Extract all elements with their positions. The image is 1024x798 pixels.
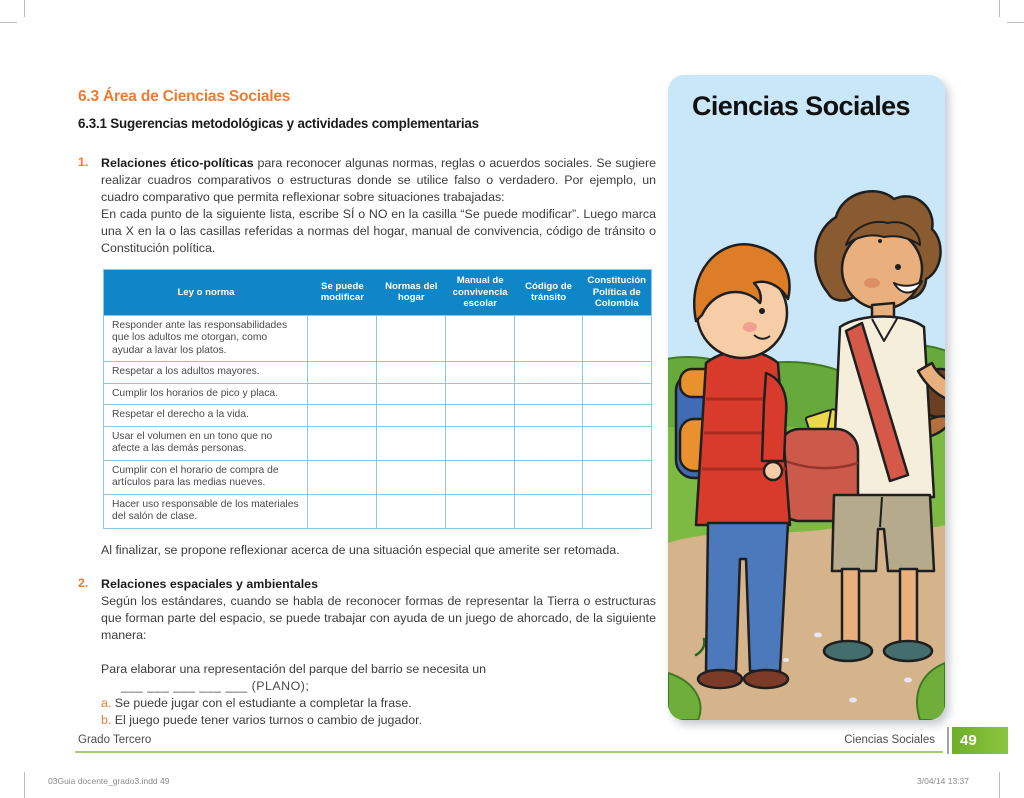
empty-cell — [446, 315, 515, 362]
col-header-codigo-transito: Código de tránsito — [515, 270, 583, 316]
empty-cell — [308, 405, 377, 427]
comparison-table — [103, 269, 652, 529]
shoe — [884, 641, 932, 661]
shoe — [744, 670, 788, 688]
print-datetime: 3/04/14 13:37 — [917, 776, 969, 786]
list-number-1: 1. — [78, 155, 89, 169]
eye — [895, 264, 901, 270]
empty-cell — [377, 494, 446, 528]
empty-cell — [515, 460, 583, 494]
item1-paragraph-2: En cada punto de la siguiente lista, escribe SÍ o NO en la casilla “Se puede modificar”. Luego marca una X en la o las casillas referidas a normas del hogar, manual de convivencia, código de tránsito o Constitución política. — [101, 207, 656, 255]
option-a-text: Se puede jugar con el estudiante a completar la frase. — [114, 695, 412, 710]
empty-cell — [446, 405, 515, 427]
empty-cell — [582, 494, 651, 528]
closing-note: Al finalizar, se propone reflexionar acerca de una situación especial que amerite ser retomada. — [101, 542, 620, 557]
col-header-se-puede-modificar: Se puede modificar — [308, 270, 377, 316]
table-row — [104, 383, 652, 405]
footer-divider — [947, 727, 949, 754]
crop-mark-bottom-left-v — [24, 772, 25, 798]
empty-cell — [308, 460, 377, 494]
table-header-row — [104, 270, 652, 316]
table-row — [104, 362, 652, 384]
empty-cell — [308, 315, 377, 362]
empty-cell — [377, 383, 446, 405]
item1-title: Relaciones ético-políticas — [101, 156, 254, 170]
option-b-text: El juego puede tener varios turnos o cambio de jugador. — [114, 712, 423, 727]
subject-sidebar-card — [668, 75, 945, 720]
table-row — [104, 426, 652, 460]
list-number-2: 2. — [78, 575, 89, 590]
item2-title: Relaciones espaciales y ambientales — [101, 576, 318, 591]
shoe — [824, 641, 872, 661]
empty-cell — [515, 405, 583, 427]
col-header-constitucion: Constitución Política de Colombia — [582, 270, 651, 316]
hand — [764, 462, 782, 480]
row-label: Cumplir con el horario de compra de artículos para las medias nueves. — [104, 460, 308, 494]
table-row — [104, 494, 652, 528]
col-header-manual-convivencia: Manual de convivencia escolar — [446, 270, 515, 316]
empty-cell — [446, 426, 515, 460]
empty-cell — [515, 494, 583, 528]
empty-cell — [582, 362, 651, 384]
item2-body: Según los estándares, cuando se habla de reconocer formas de representar la Tierra o estructuras que forman parte del espacio, se puede trabajar con ayuda de un juego de ahorcado, de la siguiente manera: — [101, 593, 656, 642]
list-item-1 — [78, 155, 656, 559]
crop-mark-bottom-right-v — [999, 772, 1000, 798]
table-row — [104, 405, 652, 427]
sleeve — [762, 373, 786, 461]
empty-cell — [308, 426, 377, 460]
sidebar-title: Ciencias Sociales — [692, 91, 910, 121]
empty-cell — [582, 460, 651, 494]
empty-cell — [582, 315, 651, 362]
empty-cell — [377, 426, 446, 460]
empty-cell — [377, 315, 446, 362]
leg — [900, 569, 917, 645]
row-label: Usar el volumen en un tono que no afecte a las demás personas. — [104, 426, 308, 460]
empty-cell — [446, 383, 515, 405]
empty-cell — [515, 315, 583, 362]
empty-cell — [446, 494, 515, 528]
empty-cell — [515, 383, 583, 405]
empty-cell — [582, 426, 651, 460]
print-file-info: 03Guia docente_grado3.indd 49 — [48, 776, 170, 786]
footer-rule — [75, 751, 943, 753]
option-b — [101, 712, 656, 729]
empty-cell — [377, 405, 446, 427]
subsection-title: 6.3.1 Sugerencias metodológicas y actividades complementarias — [78, 116, 479, 131]
main-content — [78, 88, 656, 729]
empty-cell — [308, 362, 377, 384]
footer-subject-label: Ciencias Sociales — [844, 734, 935, 746]
crop-mark-top-left-h — [0, 22, 17, 23]
empty-cell — [582, 405, 651, 427]
row-label: Respetar a los adultos mayores. — [104, 362, 308, 384]
row-label: Hacer uso responsable de los materiales del salón de clase. — [104, 494, 308, 528]
empty-cell — [446, 362, 515, 384]
children-illustration — [668, 75, 945, 720]
empty-cell — [515, 426, 583, 460]
item1-body: para reconocer algunas normas, reglas o acuerdos sociales. Se sugiere realizar cuadros comparativos o estructuras donde se utilice falso o verdadero. Por ejemplo, un cuadro comparativo que permita reflexionar sobre situaciones trabajadas: — [101, 156, 656, 204]
table-row — [104, 315, 652, 362]
empty-cell — [582, 383, 651, 405]
empty-cell — [377, 460, 446, 494]
exercise-blanks: ___ ___ ___ ___ ___ (PLANO); — [121, 678, 310, 693]
shoe — [698, 670, 742, 688]
table-row — [104, 460, 652, 494]
empty-cell — [446, 460, 515, 494]
section-title: 6.3 Área de Ciencias Sociales — [78, 88, 291, 105]
empty-cell — [308, 494, 377, 528]
row-label: Responder ante las responsabilidades que los adultos me otorgan, como ayudar a lavar los platos. — [104, 315, 308, 362]
empty-cell — [377, 362, 446, 384]
footer-grade-label: Grado Tercero — [78, 734, 152, 746]
option-a — [101, 695, 656, 712]
page-number-badge: 49 — [952, 727, 1008, 754]
blush — [864, 278, 880, 288]
crop-mark-top-right-v — [999, 0, 1000, 17]
eyebrow-dot — [878, 239, 882, 243]
blush — [743, 322, 757, 332]
leg — [842, 569, 859, 645]
empty-cell — [308, 383, 377, 405]
eye — [759, 308, 765, 314]
list-item-2 — [78, 576, 656, 729]
col-header-normas-del-hogar: Normas del hogar — [377, 270, 446, 316]
exercise-intro: Para elaborar una representación del parque del barrio se necesita un — [101, 661, 487, 676]
row-label: Respetar el derecho a la vida. — [104, 405, 308, 427]
crop-mark-top-right-h — [1007, 22, 1024, 23]
option-a-label: a. — [101, 695, 112, 710]
col-header-ley-o-norma: Ley o norma — [104, 270, 308, 316]
empty-cell — [515, 362, 583, 384]
item1-paragraph — [101, 155, 656, 206]
option-b-label: b. — [101, 712, 112, 727]
crop-mark-top-left-v — [24, 0, 25, 17]
row-label: Cumplir los horarios de pico y placa. — [104, 383, 308, 405]
